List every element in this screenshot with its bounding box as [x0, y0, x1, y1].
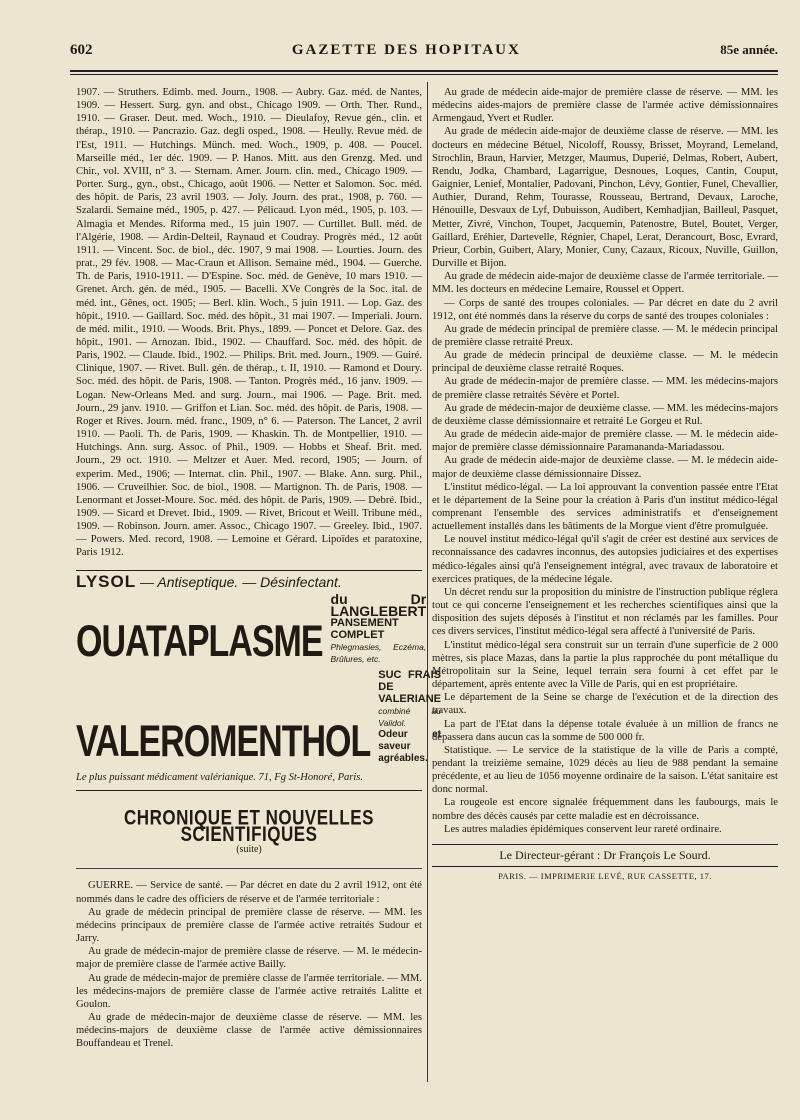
section-rule: [76, 868, 422, 869]
footer: [432, 844, 778, 883]
news-paragraph: Au grade de médecin principal de première classe. — M. le médecin principal de première classe retraité Preux.: [432, 323, 778, 348]
right-news: [432, 86, 778, 836]
ouataplasme-brand: OUATAPLASME: [76, 616, 323, 667]
ouataplasme-uses: Phlegmasies, Eczéma, Brûlures, etc.: [330, 641, 427, 664]
left-column: [76, 86, 441, 1050]
section-subtitle: (suite): [236, 844, 262, 856]
valero-combined: combiné au Validol.: [378, 705, 441, 728]
news-paragraph: Au grade de médecin principal de deuxième classe. — M. le médecin principal de deuxième classe retraité Roques.: [432, 350, 778, 375]
footer-printer: PARIS. — IMPRIMERIE LEVÉ, RUE CASSETTE, 17.: [432, 866, 778, 883]
news-paragraph: Au grade de médecin-major de première classe de l'armée territoriale. — MM. les médecins-majors de première classe de l'armée active retraités Lalitte et Goulon.: [76, 972, 422, 1010]
valeromenthol-row: [76, 668, 441, 767]
valero-quality: Odeur et saveur agréables.: [378, 728, 441, 764]
header-rule-thin: [70, 74, 778, 75]
news-paragraph: Au grade de médecin-major de première classe de réserve. — M. le médecin-major de première classe de l'armée active Bailly.: [76, 946, 422, 971]
news-paragraph: La rougeole est encore signalée fréquemment dans les faubourgs, mais le nombre des décès causés par cette maladie est en décroissance.: [432, 797, 778, 822]
advertisement: [76, 570, 441, 791]
news-paragraph: Au grade de médecin aide-major de première classe. — M. le médecin aide-major de première classe démissionnaire Paramananda-Mariadassou.: [432, 429, 778, 454]
journal-title: GAZETTE DES HOPITAUX: [291, 42, 521, 58]
lysol-tag: — Antiseptique. — Désinfectant.: [140, 573, 342, 590]
news-paragraph: Au grade de médecin-major de deuxième classe. — MM. les médecins-majors de deuxième classe démissionnaire et retraité Le Gorgeu et Rul.: [432, 402, 778, 427]
valeromenthol-brand: VALEROMENTHOL: [76, 716, 371, 767]
footer-manager: Le Directeur-gérant : Dr François Le Sourd.: [499, 847, 711, 862]
section-title: CHRONIQUE ET NOUVELLES SCIENTIFIQUES: [124, 805, 374, 847]
news-paragraph: Un décret rendu sur la proposition du ministre de l'instruction publique réglera tout ce qui concerne l'enseignement et les recherches scientifiques ainsi que la disposition des sujets déposés à l'institut et non réclamés par les familles. Pour ces divers services, l'institut médico-légal sera affecté à l'université de Paris.: [432, 586, 778, 638]
news-paragraph: Le département de la Seine se charge de l'exécution et de la direction des travaux.: [432, 692, 778, 717]
news-paragraph: Au grade de médecin-major de première classe. — MM. les médecins-majors de première classe retraités Sévère et Portel.: [432, 376, 778, 401]
header-rule: [70, 70, 778, 72]
year-label: 85e année.: [720, 42, 778, 57]
bibliography-text: 1907. — Struthers. Edimb. med. Journ., 1908. — Aubry. Gaz. méd. de Nantes, 1909. — Hessert. Surg. gyn. and obst., Chicago 1909. — Orth. Ther. Rund., 1910. — Graser. Deut. med. Woch., 1910. — Dieulafoy, Revue gén., clin. et thérap., 1910. — Pancrazio. Gaz. degli osped., 1908. — Heully. Revue méd. de l'Est, 1911. — Hutchings. Münch. med. Woch., 1909, p. 408. — Poucel. Marseille méd., 1er déc. 1909. — P. Hanos. Mitt. aus den Grenzg. Med. und Chir., vol. XVIII, n° 3. — Sternam. Amer. Journ. clin. med., Chicago 1909. — Porter. Surg., gyn., obst., Chicago, août 1906. — Netter et Salomon. Soc. méd. des hôpit. de Paris, 23 avril 1903. — Joly. Journ. des prat., 1908, p. 760. — Szalardi. Semaine méd., 1905, p. 427. — Pélicaud. Lyon méd., 1905, p. 103. — Almagia et Mendes. Riforma med., 15 juin 1907. — Curtillet. Bull. méd. de l'Algérie, 1908. — Ardin-Delteil, Raynaud et Coudray. Progrès méd., 12 août 1911. — Vincent. Soc. de biol., déc. 1907, 9 mai 1908. — Lourties. Journ. des prat., 29 fév. 1908. — Mac-Craun et Allison. Semaine méd., 1904. — Guerche. Th. de Paris, 1910-1911. — D'Espine. Soc. méd. de Genève, 10 mars 1910. — Grenet. Arch. gén. de méd., 1905. — Bacelli. XVe Congrès de la Soc. ital. de méd. int., Gênes, oct. 1905; — Berl. klin. Woch., 5 juin 1911. — Lop. Gaz. des hôpit., 1910. — Gaillard. Soc. méd. des hôpit., 31 mai 1907. — Imperiali. Journ. de méd. milit., 1910. — Woods. Brit. Phys., 1899. — Poncet et Delore. Gaz. des hôpit., 1901. — Arnozan. Ibid., 1902. — Chauffard. Soc. méd. des hôpit. de Paris, 1902. — Claude. Ibid., 1902. — Philips. Brit. med. Journ., 1909. — Guiré. Clinique, 1907. — Rivet. Bull. gén. de thérap., t. II, 1910. — Ramond et Doury. Soc. méd. des hôpit. de Paris, 1908. — Tanton. Progrès méd., 16 janv. 1909. — Logan. New-Orleans Med. and surg. Journ., mai 1906. — Page. Brit. med. Journ., 29 janv. 1910. — Griffon et Lian. Soc. méd. des hôpit. de Paris, 1908. — Roger et Rives. Journ. méd. franc., 1909, n° 6. — Paterson. The Lancet, 2 avril 1910. — Paoli. Th. de Paris, 1909. — Khaskin. Th. de Montpellier, 1910. — Hutchings. Ann. surg. Assoc. of Phil., 1909. — Hobbs et Sheaf. Brit. med. Journ., 29 oct. 1910. — Meltzer et Auer. Med. record, 1905; — Journ. of experim. Med., 1906; — Internat. clin. Phil., 1907. — Blake. Ann. surg. Phil., 1906. — Cruveilhier. Soc. de biol., 1908. — Martignon. Th. de Paris, 1908. — Lenormant et Josset-Moure. Soc. méd. des hôpit. de Paris, 1909. — Debré. Ibid., 1909. — Sicard et Drevet. Ibid., 1909. — Rivet, Bricout et Weill. Tribune méd., 1909. — Robinson. Journ. amer. Assoc., Chicago 1907. — Greeley. Ibid., 1907. — Powers. Med. record, 1908. — Lemoine et Gérard. Lipoïdes et paratoxine, Paris 1912.: [76, 87, 422, 559]
left-news: [76, 879, 422, 1050]
ouataplasme-details: [330, 590, 427, 665]
page-number: 602: [70, 42, 93, 58]
news-paragraph: La part de l'Etat dans la dépense totale évaluée à un million de francs ne dépassera dans aucun cas la somme de 500 000 fr.: [432, 718, 778, 743]
lysol-brand: LYSOL: [76, 571, 137, 591]
news-paragraph: Statistique. — Le service de la statistique de la ville de Paris a compté, pendant la treizième semaine, 1029 décès au lieu de 988 pendant la semaine précédente, et au lieu de 1056 moyenne ordinaire de la saison. L'état sanitaire est donc normal.: [432, 744, 778, 796]
news-paragraph: Au grade de médecin-major de deuxième classe de réserve. — MM. les médecins-majors de deuxième classe de l'armée active démissionnaires Bouffandeau et Trenel.: [76, 1011, 422, 1050]
news-paragraph: Les autres maladies épidémiques conservent leur rareté ordinaire.: [444, 823, 722, 835]
ad-tagline: Le plus puissant médicament valérianique. 71, Fg St-Honoré, Paris.: [76, 771, 363, 783]
news-paragraph: Au grade de médecin aide-major de première classe de réserve. — MM. les médecins aides-majors de première classe de l'armée active démissionnaires Armengaud, Yvert et Rudler.: [432, 87, 778, 125]
valero-head: SUC FRAIS DE VALERIANE: [378, 668, 441, 705]
news-paragraph: Au grade de médecin principal de première classe de réserve. — MM. les médecins principaux de première classe de l'armée active retraités Sudour et Jarry.: [76, 906, 422, 945]
lysol-line: [76, 571, 422, 591]
news-paragraph: L'institut médico-légal. — La loi approuvant la convention passée entre l'Etat et le département de la Seine pour la création à Paris d'un institut médico-légal comprenant l'ensemble des services administratifs et d'enseignement actuellement installés dans les bâtiments de la Morgue vient d'être promulguée.: [432, 481, 778, 533]
news-paragraph: GUERRE. — Service de santé. — Par décret en date du 2 avril 1912, ont été nommés dans le cadre des officiers de réserve et de l'armée territoriale :: [76, 880, 422, 905]
page-header: [70, 42, 778, 68]
news-paragraph: Au grade de médecin aide-major de deuxième classe de l'armée territoriale. — MM. les docteurs en médecine Lemaire, Roussel et Oppert.: [432, 271, 778, 296]
column-divider: [427, 82, 428, 1082]
news-paragraph: — Corps de santé des troupes coloniales. — Par décret en date du 2 avril 1912, ont été nommés dans la réserve du corps de santé des troupes coloniales :: [432, 297, 778, 322]
news-paragraph: L'institut médico-légal sera construit sur un terrain d'une superficie de 2 000 mètres, sis place Mazas, dans la partie la plus rapprochée du pont métallique du Métropolitain sur la Seine, lequel terrain sera fourni à cet effet par le département, après entente avec la Ville de Paris, qui en est propriétaire.: [432, 639, 778, 691]
news-paragraph: Au grade de médecin aide-major de deuxième classe. — M. le médecin aide-major de deuxième classe démissionnaire Dissez.: [432, 455, 778, 480]
news-paragraph: Au grade de médecin aide-major de deuxième classe de réserve. — MM. les docteurs en médecine Bétuel, Nicoloff, Roussy, Brisset, Moyrand, Lemeland, Strochlin, Braun, Harvier, Metzger, Maumus, Duperié, Delmas, Robert, Aubert, Rendu, Jodka, Chambard, Lagarrigue, Desnoues, Loques, Cantin, Couput, Gaignier, Lenief, Montalier, Padovani, Pinchon, Lévy, Gontier, Funel, Chevallier, Authier, Durand, Rehm, Tourasse, Rousseau, Bertrand, Devaux, Laroche, Hénouille, Desvaux de Lyf, Dubuisson, Audibert, Kemhadjian, Bailleul, Pasquet, Metter, Zivré, Vinchon, Toupet, Jacquemin, Patenostre, Butel, Boutet, Verger, Gaillard, Eréhier, Dartevelle, Régnier, Chapel, Lerat, Derancourt, Bosc, Evrard, Prieur, Corbin, Guibert, Alary, Monier, Cuny, Cazaux, Ricoux, Nuville, Guillon, Durville et Bijon.: [432, 126, 778, 270]
ouataplasme-row: [76, 590, 427, 667]
ouataplasme-sub: PANSEMENT COMPLET: [330, 616, 399, 641]
ouataplasme-by: du Dr LANGLEBERT: [330, 590, 427, 619]
news-paragraph: Le nouvel institut médico-légal qu'il s'agit de créer est destiné aux services de reconnaissance des cadavres inconnus, des autopsies judiciaires et des expertises médico-légales ainsi qu'à l'enseignement intégral, avec travaux de laboratoire et exercices pratiques, de la médecine légale.: [432, 534, 778, 585]
right-column: [432, 86, 778, 883]
